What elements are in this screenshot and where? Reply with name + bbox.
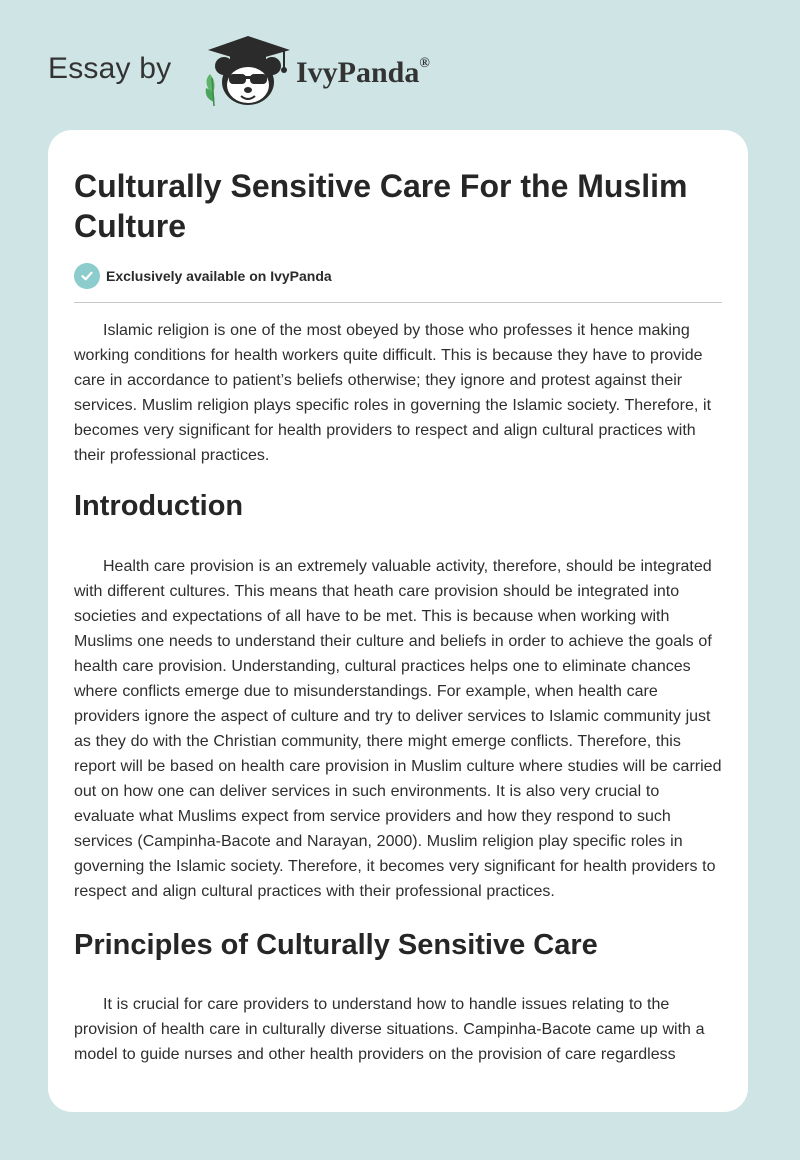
site-header (0, 0, 800, 130)
check-circle-icon (74, 263, 100, 289)
section-heading-principles: Principles of Culturally Sensitive Care (74, 929, 598, 961)
exclusive-badge (74, 263, 332, 289)
introduction-paragraph: Health care provision is an extremely valuable activity, therefore, should be integrated with different cultures. This means that heath care provision should be integrated into societies and expectations of all have to be met. This is because when working with Muslims one needs to understand their culture and beliefs in order to achieve the goals of health care provision. Understanding, cultural practices helps one to eliminate chances where conflicts emerge due to misunderstandings. For example, when health care providers ignore the aspect of culture and try to deliver services to Islamic community just as they do with the Christian community, there might emerge conflicts. Therefore, this report will be based on health care provision in Muslim culture where studies will be carried out on how one can deliver services in such environments. It is also very crucial to evaluate what Muslims expect from service providers and how they respond to such services (Campinha-Bacote and Narayan, 2000). Muslim religion play specific roles in governing the Islamic society. Therefore, it becomes very significant for health providers to respect and align cultural practices with their professional practices. (74, 558, 722, 900)
essay-body (74, 318, 724, 1067)
brand-name-text: IvyPanda (296, 56, 420, 89)
page-title: Culturally Sensitive Care For the Muslim Culture (74, 168, 688, 244)
principles-paragraph: It is crucial for care providers to understand how to handle issues relating to the provision of health care in culturally diverse situations. Campinha-Bacote came up with a model to guide nurses and other health providers on the provision of care regardless (74, 996, 705, 1063)
divider (74, 302, 722, 303)
registered-mark: ® (419, 56, 430, 71)
exclusive-label: Exclusively available on IvyPanda (106, 268, 332, 284)
section-heading-introduction: Introduction (74, 490, 244, 522)
intro-paragraph: Islamic religion is one of the most obeyed by those who professes it hence making working conditions for health workers quite difficult. This is because they have to provide care in accordance to patient’s beliefs otherwise; they ignore and protest against their services. Muslim religion plays specific roles in governing the Islamic society. Therefore, it becomes very significant for health providers to respect and align cultural practices with their professional practices. (74, 322, 712, 464)
essay-card (48, 130, 748, 1112)
brand-prefix: Essay by (48, 52, 172, 85)
brand-name[interactable] (296, 56, 430, 90)
panda-graduate-icon[interactable] (200, 34, 296, 110)
